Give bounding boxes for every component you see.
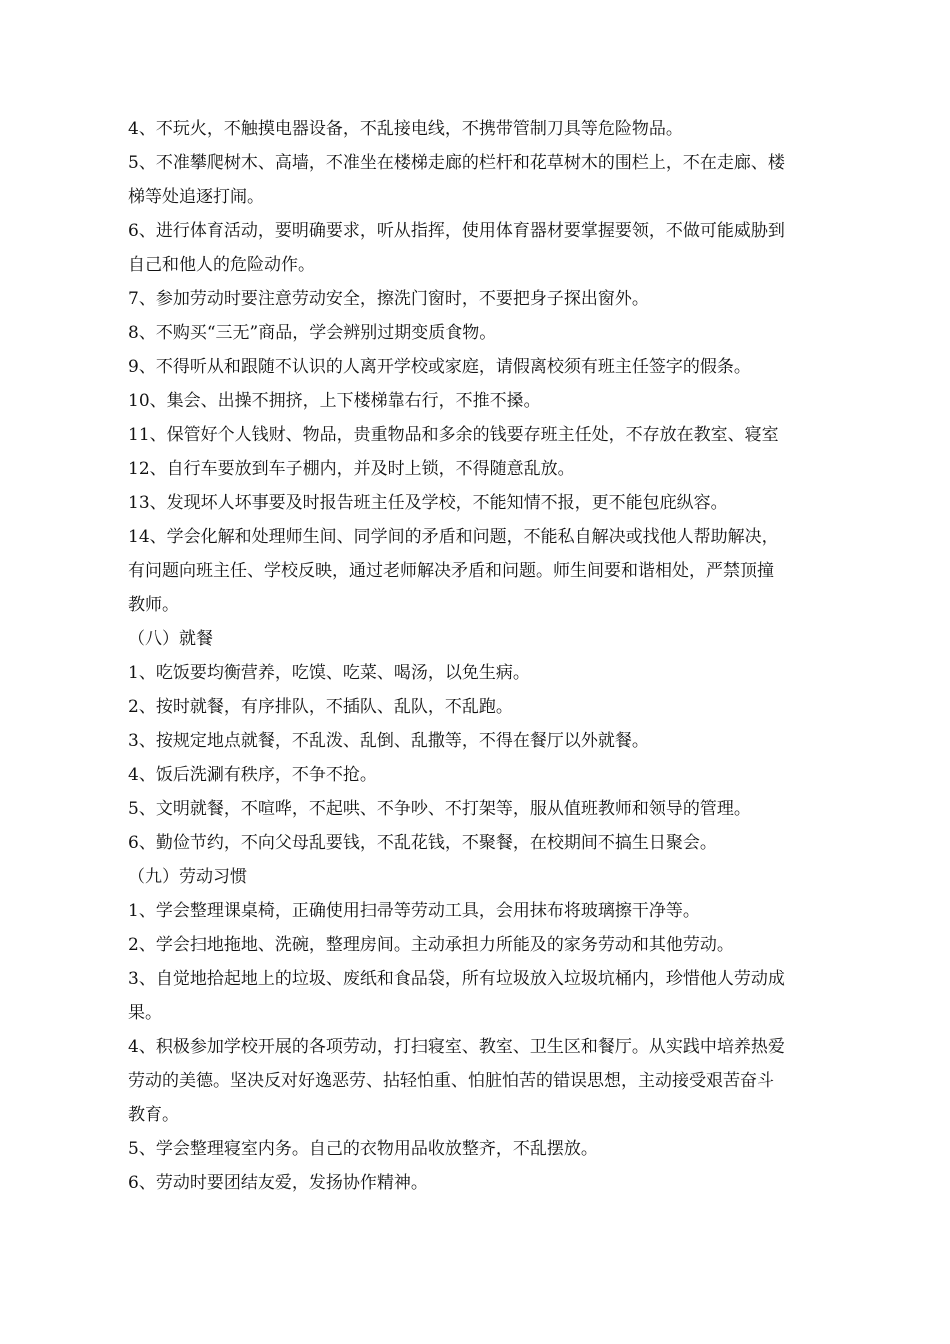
text-line: 2、按时就餐，有序排队，不插队、乱队，不乱跑。 [128,697,513,717]
text-line: 4、积极参加学校开展的各项劳动，打扫寝室、教室、卫生区和餐厅。从实践中培养热爱 [128,1037,785,1057]
text-line: 劳动的美德。坚决反对好逸恶劳、拈轻怕重、怕脏怕苦的错误思想，主动接受艰苦奋斗 [128,1071,774,1091]
text-line: 12、自行车要放到车子棚内，并及时上锁，不得随意乱放。 [128,459,575,479]
text-line: 5、学会整理寝室内务。自己的衣物用品收放整齐，不乱摆放。 [128,1139,598,1159]
text-line: 6、进行体育活动，要明确要求，听从指挥，使用体育器材要掌握要领，不做可能威胁到 [128,221,785,241]
text-line: 教师。 [128,595,179,615]
text-line: 4、饭后洗涮有秩序，不争不抢。 [128,765,377,785]
text-line: 有问题向班主任、学校反映，通过老师解决矛盾和问题。师生间要和谐相处，严禁顶撞 [128,561,774,581]
text-line: 8、不购买“三无”商品，学会辨别过期变质食物。 [128,323,497,343]
text-line: 3、自觉地拾起地上的垃圾、废纸和食品袋，所有垃圾放入垃圾坑桶内，珍惜他人劳动成 [128,969,785,989]
text-line: 教育。 [128,1105,179,1125]
text-line: 自己和他人的危险动作。 [128,255,315,275]
text-line: 5、文明就餐，不喧哗，不起哄、不争吵、不打架等，服从值班教师和领导的管理。 [128,799,751,819]
text-line: 9、不得听从和跟随不认识的人离开学校或家庭，请假离校须有班主任签字的假条。 [128,357,751,377]
text-line: 果。 [128,1003,162,1023]
text-line: 梯等处追逐打闹。 [128,187,264,207]
text-line: 6、劳动时要团结友爱，发扬协作精神。 [128,1173,428,1193]
text-line: 1、学会整理课桌椅，正确使用扫帚等劳动工具，会用抹布将玻璃擦干净等。 [128,901,700,921]
text-line: 2、学会扫地拖地、洗碗，整理房间。主动承担力所能及的家务劳动和其他劳动。 [128,935,734,955]
text-line: 10、集会、出操不拥挤，上下楼梯靠右行，不推不搡。 [128,391,541,411]
text-line: 5、不准攀爬树木、高墙，不准坐在楼梯走廊的栏杆和花草树木的围栏上，不在走廊、楼 [128,153,785,173]
text-line: 7、参加劳动时要注意劳动安全，擦洗门窗时，不要把身子探出窗外。 [128,289,649,309]
text-line: 6、勤俭节约，不向父母乱要钱，不乱花钱，不聚餐，在校期间不搞生日聚会。 [128,833,717,853]
text-line: 4、不玩火，不触摸电器设备，不乱接电线，不携带管制刀具等危险物品。 [128,119,683,139]
text-line: 13、发现坏人坏事要及时报告班主任及学校，不能知情不报，更不能包庇纵容。 [128,493,728,513]
text-line: 1、吃饭要均衡营养，吃馍、吃菜、喝汤，以免生病。 [128,663,530,683]
text-line: 14、学会化解和处理师生间、同学间的矛盾和问题，不能私自解决或找他人帮助解决， [128,527,779,547]
document-body [128,112,843,1200]
text-line: 3、按规定地点就餐，不乱泼、乱倒、乱撒等，不得在餐厅以外就餐。 [128,731,649,751]
text-line: 11、保管好个人钱财、物品，贵重物品和多余的钱要存班主任处，不存放在教室、寝室 [128,425,779,445]
section-heading: （九）劳动习惯 [128,867,247,887]
section-heading: （八）就餐 [128,629,213,649]
